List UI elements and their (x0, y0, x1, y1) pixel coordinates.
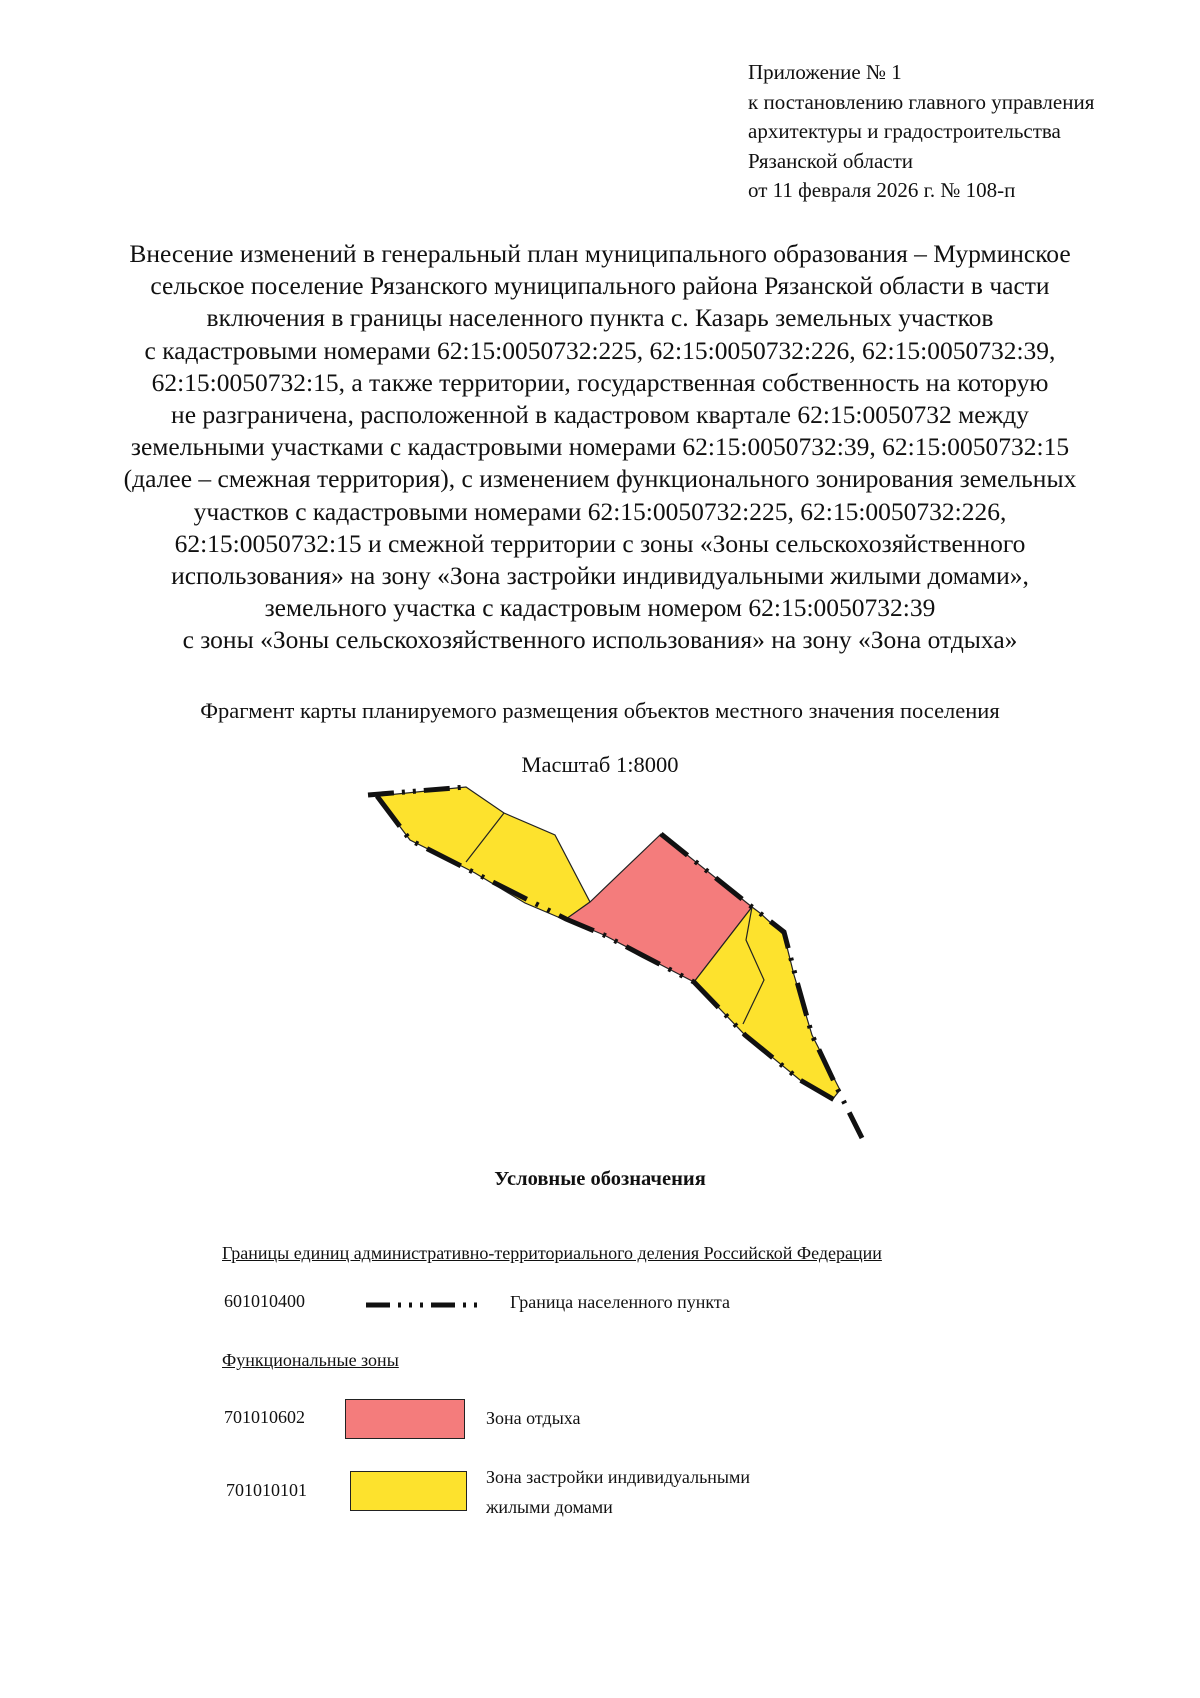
title-line: использования» на зону «Зона застройки индивидуальными жилыми домами», (171, 561, 1029, 591)
legend-section-admin: Границы единиц административно-территориального деления Российской Федерации (222, 1243, 882, 1263)
title-line: сельское поселение Рязанского муниципального района Рязанской области в части (150, 271, 1050, 301)
boundary-label: Граница населенного пункта (510, 1292, 730, 1312)
title-line: Внесение изменений в генеральный план муниципального образования – Мурминское (129, 239, 1071, 268)
title-line: 62:15:0050732:15, а также территории, государственная собственность на которую (151, 367, 1049, 397)
appendix-line: Приложение № 1 (748, 60, 902, 84)
boundary-line-sample (366, 1298, 482, 1312)
title-line: участков с кадастровыми номерами 62:15:0050732:225, 62:15:0050732:226, (193, 496, 1007, 526)
zone-recreation-label: Зона отдыха (486, 1408, 581, 1428)
zone-housing-code: 701010101 (226, 1480, 307, 1500)
title-line: земельного участка с кадастровым номером 62:15:0050732:39 (264, 593, 936, 623)
title-line: с зоны «Зоны сельскохозяйственного использования» на зону «Зона отдыха» (182, 625, 1018, 655)
title-line: включения в границы населенного пункта с. Казарь земельных участков (206, 303, 994, 333)
legend-title: Условные обозначения (494, 1168, 706, 1190)
map-subtitle: Фрагмент карты планируемого размещения объектов местного значения поселения (200, 698, 1000, 723)
appendix-line: от 11 февраля 2026 г. № 108-п (748, 178, 1016, 202)
appendix-line: к постановлению главного управления (748, 89, 1095, 114)
appendix-line: Рязанской области (748, 148, 914, 173)
legend-section-zones: Функциональные зоны (222, 1350, 399, 1370)
zone-recreation-code: 701010602 (224, 1407, 305, 1427)
map-scale: Масштаб 1:8000 (521, 752, 679, 777)
housing-zone-west (377, 787, 590, 920)
title-line: (далее – смежная территория), с изменением функционального зонирования земельных (123, 464, 1077, 494)
zone-housing-label-line: жилыми домами (486, 1497, 613, 1517)
title-line: 62:15:0050732:15 и смежной территории с зоны «Зоны сельскохозяйственного (174, 528, 1026, 558)
zone-housing-swatch (350, 1471, 467, 1511)
zone-recreation-swatch (345, 1399, 465, 1439)
title-line: с кадастровыми номерами 62:15:0050732:225, 62:15:0050732:226, 62:15:0050732:39, (144, 335, 1056, 365)
appendix-line: архитектуры и градостроительства (748, 119, 1061, 143)
zone-housing-label-line: Зона застройки индивидуальными (486, 1467, 751, 1487)
title-line: земельными участками с кадастровыми номерами 62:15:0050732:39, 62:15:0050732:15 (130, 432, 1070, 462)
title-line: не разграничена, расположенной в кадастровом квартале 62:15:0050732 между (171, 400, 1029, 430)
boundary-code: 601010400 (224, 1291, 305, 1311)
zone-housing-label (486, 1462, 750, 1522)
